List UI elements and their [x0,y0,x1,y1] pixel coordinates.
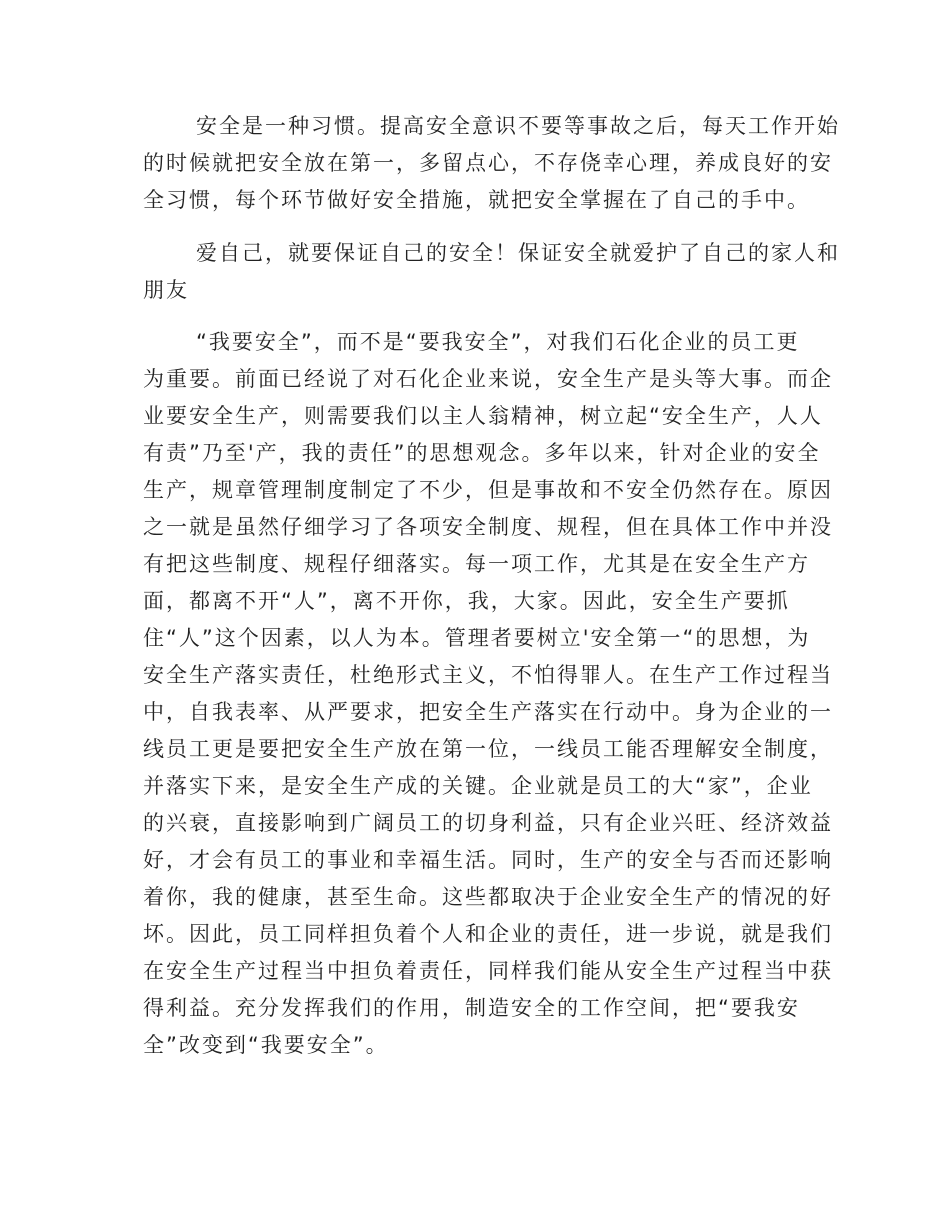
paragraph-3-line-8: 面，都离不开“人”，离不开你，我，大家。因此，安全生产要抓 [143,589,790,613]
paragraph-3-line-12: 线员工更是要把安全生产放在第一位，一线员工能否理解安全制度， [143,737,833,761]
paragraph-3-line-6: 之一就是虽然仔细学习了各项安全制度、规程，但在具体工作中并没 [143,515,833,539]
paragraph-3-line-13: 并落实下来，是安全生产成的关键。企业就是员工的大“家”，企业 [143,774,813,798]
paragraph-3-line-3: 业要安全生产，则需要我们以主人翁精神，树立起“安全生产，人人 [143,404,823,428]
paragraph-3-line-5: 生产，规章管理制度制定了不少，但是事故和不安全仍然存在。原因 [143,478,833,502]
paragraph-3-line-17: 坏。因此，员工同样担负着个人和企业的责任，进一步说，就是我们 [143,922,833,946]
paragraph-3-line-2: 为重要。前面已经说了对石化企业来说，安全生产是头等大事。而企 [143,367,833,391]
paragraph-1-line-3: 全习惯，每个环节做好安全措施，就把安全掌握在了自己的手中。 [143,188,810,212]
paragraph-2-line-1: 爱自己，就要保证自己的安全！保证安全就爱护了自己的家人和 [196,241,840,265]
paragraph-3-line-4: 有责”乃至'产，我的责任”的思想观念。多年以来，针对企业的安全 [143,441,821,465]
paragraph-3-line-15: 好，才会有员工的事业和幸福生活。同时，生产的安全与否而还影响 [143,848,833,872]
paragraph-3-line-10: 安全生产落实责任，杜绝形式主义，不怕得罪人。在生产工作过程当 [143,663,833,687]
paragraph-3-line-7: 有把这些制度、规程仔细落实。每一项工作，尤其是在安全生产方 [143,552,810,576]
paragraph-1-line-1: 安全是一种习惯。提高安全意识不要等事故之后，每天工作开始 [196,114,840,138]
paragraph-3-line-1: “我要安全”，而不是“要我安全”，对我们石化企业的员工更 [196,330,800,354]
paragraph-3-line-11: 中，自我表率、从严要求，把安全生产落实在行动中。身为企业的一 [143,700,833,724]
paragraph-3-line-18: 在安全生产过程当中担负着责任，同样我们能从安全生产过程当中获 [143,959,833,983]
paragraph-3-line-9: 住“人”这个因素，以人为本。管理者要树立'安全第一“的思想，为 [143,626,811,650]
paragraph-3-line-16: 着你，我的健康，甚至生命。这些都取决于企业安全生产的情况的好 [143,885,833,909]
paragraph-3-line-19: 得利益。充分发挥我们的作用，制造安全的工作空间，把“要我安 [143,996,800,1020]
paragraph-1-line-2: 的时候就把安全放在第一，多留点心，不存侥幸心理，养成良好的安 [143,151,833,175]
paragraph-3-line-14: 的兴衰，直接影响到广阔员工的切身利益，只有企业兴旺、经济效益 [143,811,833,835]
paragraph-3-line-20: 全”改变到“我要安全”。 [143,1033,389,1057]
paragraph-2-line-2: 朋友 [143,278,189,302]
